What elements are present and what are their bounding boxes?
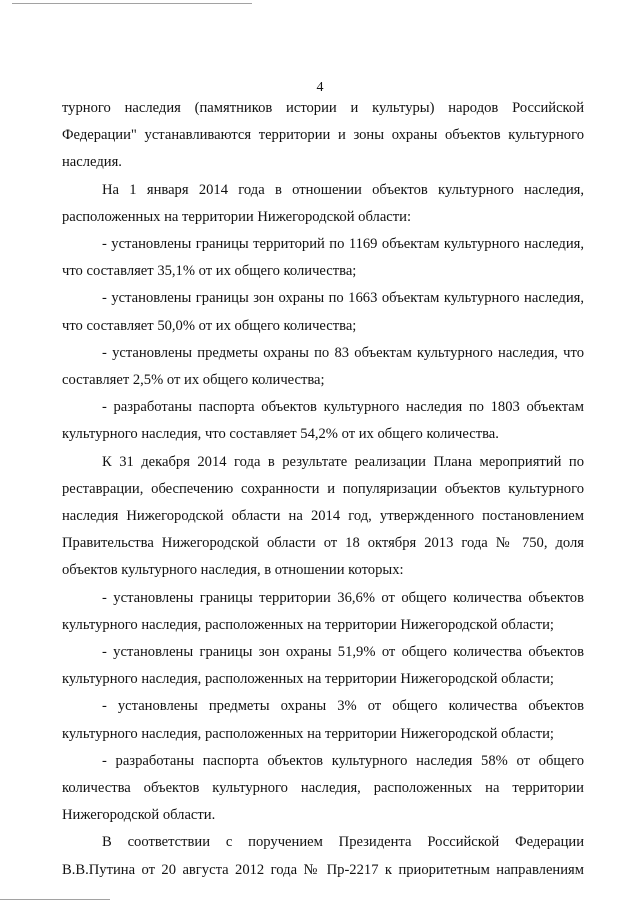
page-number: 4	[316, 80, 324, 95]
document-body	[62, 95, 584, 884]
list-item-protection-subjects-2014: - установлены предметы охраны 3% от общего количества объектов культурного наследия, расположенных на территории Нижегородской области;	[62, 698, 584, 742]
list-item-protection-zones-2014: - установлены границы зон охраны 51,9% от общего количества объектов культурного наследия, расположенных на территории Нижегородской области;	[62, 644, 584, 688]
list-item-passports-2014: - разработаны паспорта объектов культурного наследия 58% от общего количества объектов культурного наследия, расположенных на территории Нижегородской области.	[62, 752, 584, 824]
scan-edge-mark-bottom	[0, 899, 110, 900]
scan-edge-mark-top	[12, 3, 252, 4]
paragraph-presidential-order: В соответствии с поручением Президента Российской Федерации В.В.Путина от 20 августа 2012 года № Пр-2217 к приоритетным направлениям	[62, 834, 584, 878]
list-item-territory-borders-2014: - установлены границы территории 36,6% от общего количества объектов культурного наследия, расположенных на территории Нижегородской области;	[62, 589, 584, 633]
list-item-passports: - разработаны паспорта объектов культурного наследия по 1803 объектам культурного наследия, что составляет 54,2% от их общего количества.	[62, 399, 584, 443]
paragraph-continuation: турного наследия (памятников истории и культуры) народов Российской Федерации" устанавливаются территории и зоны охраны объектов культурного наследия.	[62, 100, 584, 171]
list-item-protection-subjects: - установлены предметы охраны по 83 объектам культурного наследия, что составляет 2,5% от их общего количества;	[62, 344, 584, 389]
list-item-territory-borders: - установлены границы территорий по 1169 объектам культурного наследия, что составляет 35,1% от их общего количества;	[62, 236, 584, 280]
paragraph-dec-2014-intro: К 31 декабря 2014 года в результате реализации Плана мероприятий по реставрации, обеспечению сохранности и популяризации объектов культурного наследия Нижегородской области на 2014 год, утвержденного постановлением Правительства Нижегородской области от 18 октября 2013 года № 750, доля объектов культурного наследия, в отношении которых:	[62, 453, 584, 579]
paragraph-jan-2014-intro: На 1 января 2014 года в отношении объектов культурного наследия, расположенных на территории Нижегородской области:	[62, 181, 584, 225]
list-item-protection-zones: - установлены границы зон охраны по 1663 объектам культурного наследия, что составляет 50,0% от их общего количества;	[62, 290, 584, 334]
